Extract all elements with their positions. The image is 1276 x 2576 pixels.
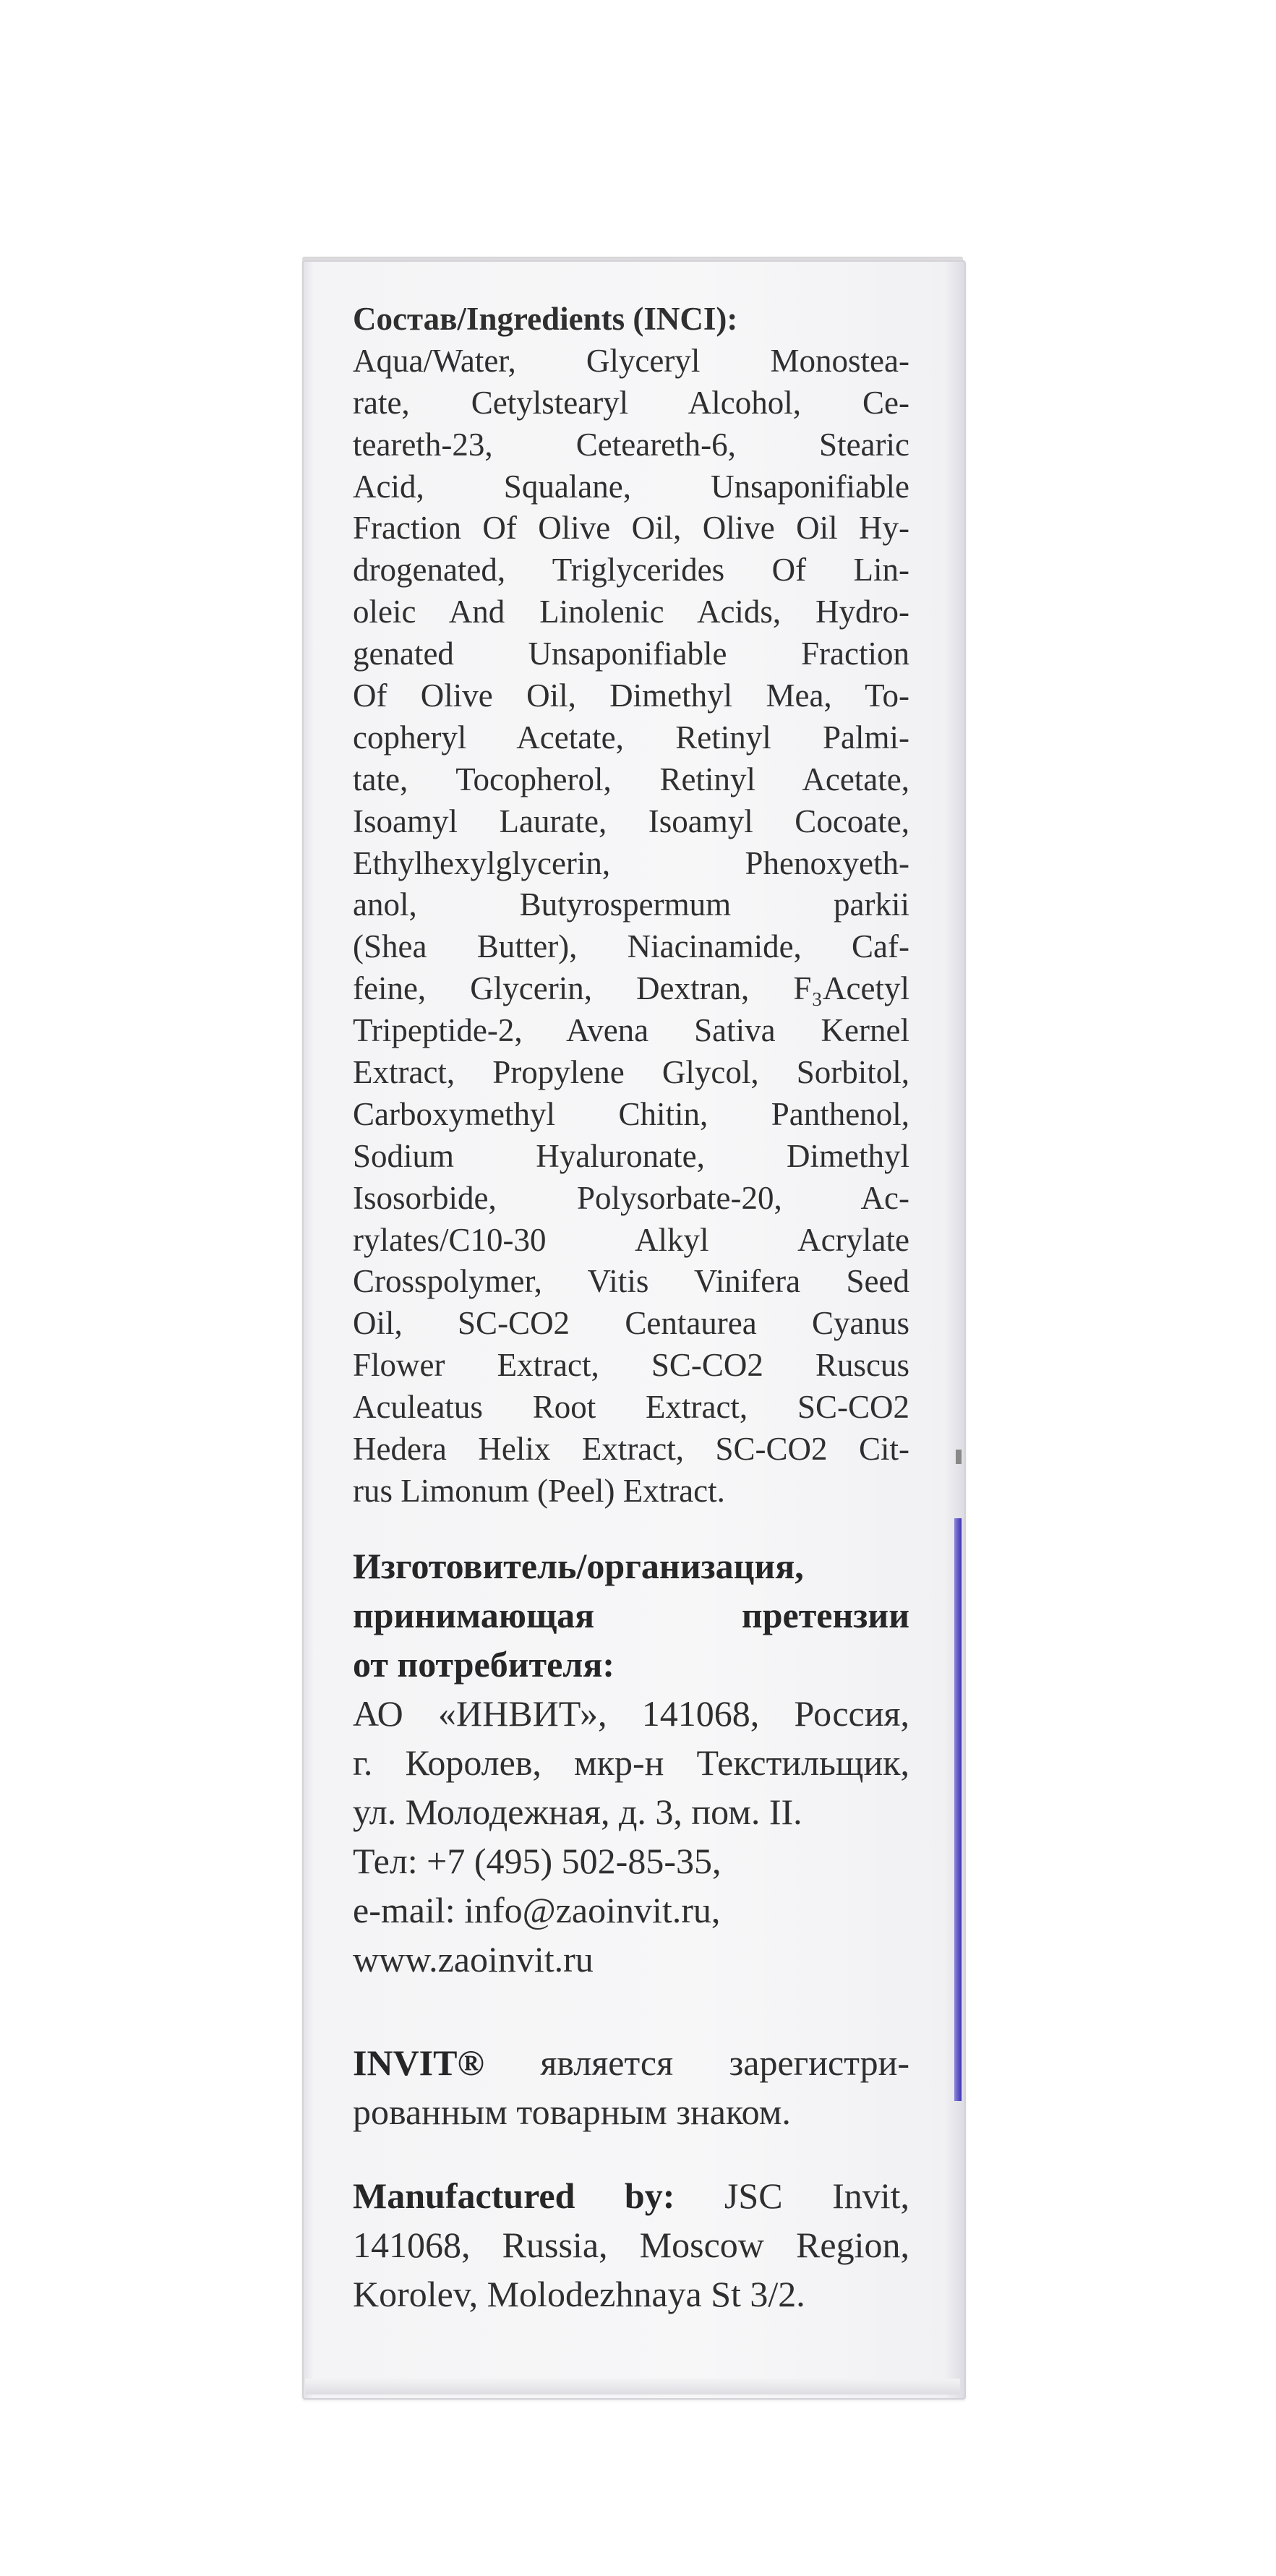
ingredient-line: Acid, Squalane, Unsaponifiable — [353, 468, 909, 505]
ingredient-line: rate, Cetylstearyl Alcohol, Ce- — [353, 384, 909, 421]
ingredient-line: Aqua/Water, Glyceryl Monostea- — [353, 342, 909, 379]
address-line: АО «ИНВИТ», 141068, Россия, — [353, 1693, 909, 1734]
manufacturer-section — [353, 1541, 909, 1984]
manufacturer-heading-line: Изготовитель/организация, — [353, 1546, 804, 1586]
company-name: JSC Invit, — [724, 2175, 909, 2216]
ingredients-title: Состав/Ingredients (INCI): — [353, 301, 738, 337]
blue-stripe — [954, 1518, 962, 2101]
manufacturer-heading-line: от потребителя: — [353, 1644, 615, 1685]
ingredient-line: Flower Extract, SC-CO2 Ruscus — [353, 1347, 909, 1384]
ingredient-line: Hedera Helix Extract, SC-CO2 Cit- — [353, 1431, 909, 1468]
email-line: e-mail: info@zaoinvit.ru, — [353, 1890, 721, 1930]
box-edge-mark — [956, 1450, 962, 1464]
ingredient-line: teareth-23, Ceteareth-6, Stearic — [353, 426, 909, 463]
manufacturer-heading-line: принимающая претензии — [353, 1595, 909, 1635]
ingredient-line: Oil, SC-CO2 Centaurea Cyanus — [353, 1305, 909, 1342]
ingredient-line: tate, Tocopherol, Retinyl Acetate, — [353, 761, 909, 797]
ingredient-line: Crosspolymer, Vitis Vinifera Seed — [353, 1263, 909, 1300]
ingredient-line: Fraction Of Olive Oil, Olive Oil Hy- — [353, 510, 909, 547]
ingredient-line: Isosorbide, Polysorbate-20, Ac- — [353, 1179, 909, 1216]
phone-line: Тел: +7 (495) 502-85-35, — [353, 1841, 722, 1881]
ingredient-line: anol, Butyrospermum parkii — [353, 886, 909, 923]
ingredients-section — [353, 299, 909, 1512]
ingredient-line: Extract, Propylene Glycol, Sorbitol, — [353, 1054, 909, 1091]
ingredient-line: Sodium Hyaluronate, Dimethyl — [353, 1137, 909, 1174]
brand-name: INVIT® — [353, 2042, 484, 2083]
ingredient-line: (Shea Butter), Niacinamide, Caf- — [353, 928, 909, 965]
ingredient-line: Isoamyl Laurate, Isoamyl Cocoate, — [353, 803, 909, 839]
manufactured-by-label: Manufactured by: — [353, 2175, 675, 2216]
ingredients-list — [353, 341, 909, 1512]
manufactured-by-line-3: Korolev, Molodezhnaya St 3/2. — [353, 2274, 805, 2314]
ingredient-line: rus Limonum (Peel) Extract. — [353, 1472, 725, 1509]
trademark-section — [353, 2038, 909, 2136]
box-bottom-edge — [305, 2379, 960, 2395]
ingredient-line: genated Unsaponifiable Fraction — [353, 636, 909, 672]
manufactured-by-section — [353, 2171, 909, 2319]
ingredient-line: rylates/C10-30 Alkyl Acrylate — [353, 1221, 909, 1258]
address-line: ул. Молодежная, д. 3, пом. II. — [353, 1792, 802, 1832]
ingredient-line: oleic And Linolenic Acids, Hydro- — [353, 594, 909, 630]
ingredient-line: drogenated, Triglycerides Of Lin- — [353, 552, 909, 589]
ingredient-line: feine, Glycerin, Dextran, F₃Acetyl — [353, 970, 909, 1007]
trademark-line-2: рованным товарным знаком. — [353, 2092, 791, 2132]
ingredient-line: copheryl Acetate, Retinyl Palmi- — [353, 719, 909, 756]
address-line: г. Королев, мкр-н Текстильщик, — [353, 1742, 909, 1783]
ingredient-line: Aculeatus Root Extract, SC-CO2 — [353, 1389, 909, 1426]
trademark-line-1 — [353, 2038, 909, 2087]
trademark-text: является зарегистри- — [540, 2042, 910, 2083]
manufactured-by-line-2: 141068, Russia, Moscow Region, — [353, 2225, 909, 2265]
ingredient-line: Tripeptide-2, Avena Sativa Kernel — [353, 1012, 909, 1049]
manufactured-by-line-1 — [353, 2171, 909, 2220]
ingredient-line: Ethylhexylglycerin, Phenoxyeth- — [353, 844, 909, 881]
ingredient-line: Carboxymethyl Chitin, Panthenol, — [353, 1095, 909, 1132]
website-line: www.zaoinvit.ru — [353, 1939, 594, 1980]
ingredient-line: Of Olive Oil, Dimethyl Mea, To- — [353, 677, 909, 714]
